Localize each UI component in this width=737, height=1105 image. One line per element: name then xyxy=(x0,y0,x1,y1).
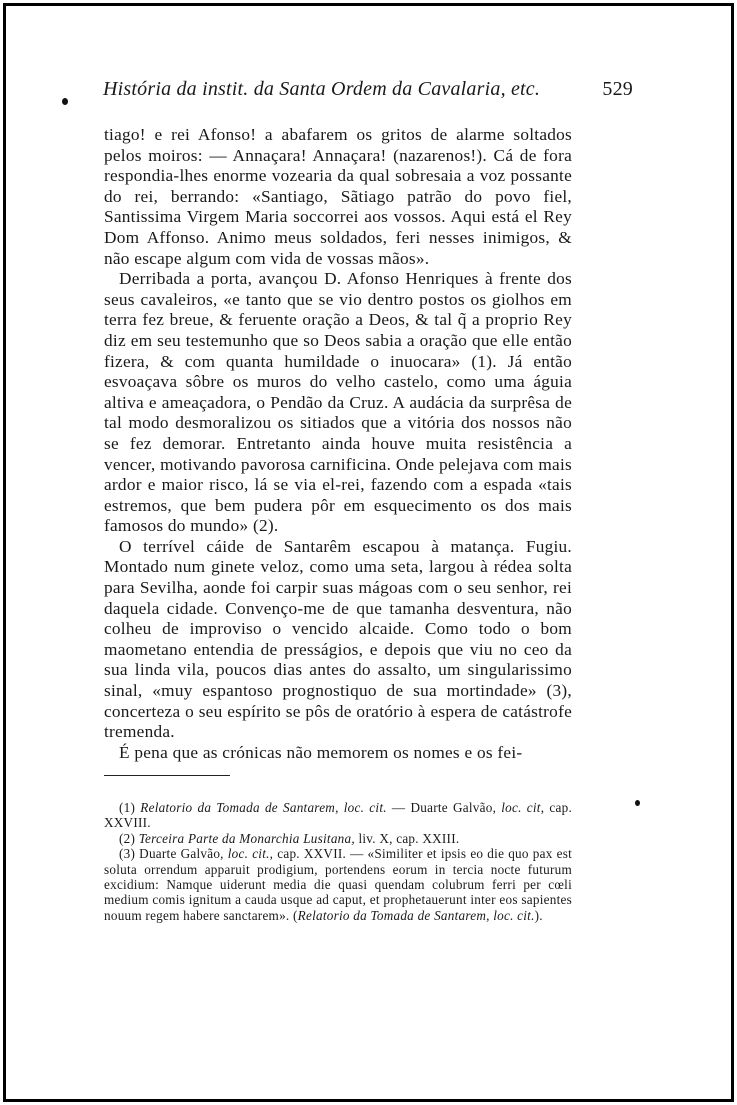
paragraph: O terrível cáide de Santarêm escapou à matança. Fugiu. Montado num ginete veloz, como uma seta, largou à rédea solta para Sevilha, aonde foi carpir suas mágoas com o seu senhor, rei daquela cidade. Convenço-me de que tamanha desventura, não colheu de improviso o vencido alcaide. Como todo o bom maometano entendia de presságios, e depois que viu no ceo da sua linda vila, poucos dias antes do assalto, um singularissimo sinal, «muy espantoso prognostiquo de sua mortindade» (3), concerteza o seu espírito se pôs de oratório à espera de catástrofe tremenda. xyxy=(104,536,572,742)
footnote-1: (1) Relatorio da Tomada de Santarem, loc. cit. — Duarte Galvão, loc. cit, cap. XXVIII. xyxy=(104,800,572,831)
footnote-2: (2) Terceira Parte da Monarchia Lusitana, liv. X, cap. XXIII. xyxy=(119,830,460,846)
main-text xyxy=(104,125,572,763)
paragraph: É pena que as crónicas não memorem os nomes e os fei- xyxy=(119,742,523,762)
footnote-3: (3) Duarte Galvão, loc. cit., cap. XXVII. — «Similiter et ipsis eo die quo pax est soluta orrendum apparuit prodigium, portendens eorum in tercia nocte futurum excidium: Namque uiderunt media die quasi quendam colubrum ferri per cœli medium comis ignitum a cauda usque ad caput, et prophetauerunt inter eos sapientes nouum regem habere sanctarem». (Relatorio da Tomada de Santarem, loc. cit.). xyxy=(104,846,572,923)
margin-dot-left xyxy=(62,98,68,105)
paragraph: Derribada a porta, avançou D. Afonso Henriques à frente dos seus cavaleiros, «e tanto que se vio dentro postos os giolhos em terra fez breue, & feruente oração a Deos, & tal q̃ a proprio Rey diz em seu testemunho que so Deos sabia a oração que elle então fizera, & com quanta humildade o inuocara» (1). Já então esvoaçava sôbre os muros do velho castelo, como uma águia altiva e ameaçadora, o Pendão da Cruz. A audácia da surprêsa de tal modo desmoralizou os sitiados que a vitória dos nossos não se fez demorar. Entretanto ainda houve muita resistência a vencer, motivando pavorosa carnificina. Onde pelejava com mais ardor e maior risco, lá se via el-rei, fazendo com a espada «tais estremos, que bem pudera pôr em esquecimento os dos mais famosos do mundo» (2). xyxy=(104,269,572,536)
margin-dot-right xyxy=(635,800,640,806)
page-number: 529 xyxy=(602,78,633,100)
footnote-separator xyxy=(104,775,230,776)
running-title: História da instit. da Santa Ordem da Cavalaria, etc. xyxy=(103,78,541,100)
running-header xyxy=(103,78,633,101)
footnotes xyxy=(104,800,572,923)
paragraph: tiago! e rei Afonso! a abafarem os gritos de alarme soltados pelos moiros: — Annaçara! Annaçara! (nazarenos!). Cá de fora respondia-lhes enorme vozearia da qual sobresaia a voz possante do rei, berrando: «Santiago, Sãtiago patrão do povo fiel, Santissima Virgem Maria soccorrei aos vossos. Aqui está el Rey Dom Affonso. Animo meus soldados, feri nesses inimigos, & não escape algum com vida de vossas mãos». xyxy=(104,125,572,268)
